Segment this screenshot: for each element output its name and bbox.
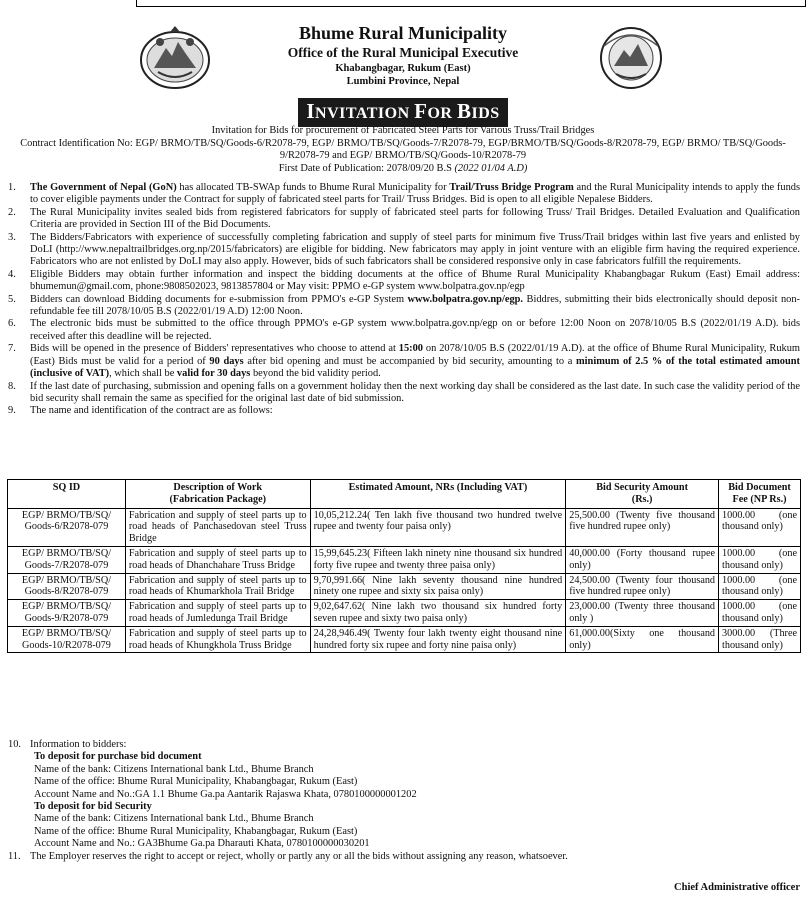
security-heading: To deposit for bid Security <box>34 801 152 813</box>
intro <box>0 125 806 175</box>
cell-security: 23,000.00 (Twenty three thousand only ) <box>566 600 719 627</box>
col-sq-id: SQ ID <box>8 480 126 509</box>
col-bid-security: Bid Security Amount (Rs.) <box>566 480 719 509</box>
cell-description: Fabrication and supply of steel parts up to road heads of Dhanchahare Truss Bridge <box>125 546 310 573</box>
clause-1: 1. The Government of Nepal (GoN) has allocated TB-SWAp funds to Bhume Rural Municipality for Trail/Truss Bridge Program and the Rural Municipality intends to apply the funds to cover eligible payments under the Contract for supply of fabricated steel parts for Trail/ Truss Bridges. Bid is open to all eligible Nepalese Bidders. <box>8 182 800 206</box>
cell-fee: 1000.00 (one thousand only) <box>719 600 801 627</box>
address-line-1: Khabangbagar, Rukum (East) <box>335 63 471 74</box>
cell-sq-id: EGP/ BRMO/TB/SQ/ Goods-10/R2078-079 <box>8 626 126 653</box>
security-bank: Name of the bank: Citizens International bank Ltd., Bhume Branch <box>34 813 314 825</box>
cell-fee: 1000.00 (one thousand only) <box>719 546 801 573</box>
security-account: Account Name and No.: GA3Bhume Ga.pa Dharauti Khata, 0780100000030201 <box>34 838 370 850</box>
col-bid-fee: Bid Document Fee (NP Rs.) <box>719 480 801 509</box>
security-office: Name of the office: Bhume Rural Municipality, Khabangbagar, Rukum (East) <box>34 825 358 837</box>
cell-amount: 10,05,212.24( Ten lakh five thousand two hundred twelve rupee and twenty four paisa only) <box>310 508 566 546</box>
clause-5: 5. Bidders can download Bidding documents for e-submission from PPMO's e-GP System www.bolpatra.gov.np/egp. Biddres, submitting their bids electronically should deposit non-refundable fee till 2078/10/05 B.S (2022/01/19 A.D) 12:00 Noon. <box>8 293 800 318</box>
cell-security: 24,500.00 (Twenty four thousand five hundred rupee only) <box>566 573 719 600</box>
col-description: Description of Work (Fabrication Package) <box>125 480 310 509</box>
table-row <box>8 546 801 573</box>
clause-6: 6. The electronic bids must be submitted to the office through PPMO's e-GP system www.bolpatra.gov.np/egp on or before 12:00 Noon on 2078/10/05 B.S (2022/01/19 A.D). bids received after this deadline will be rejected. <box>8 318 800 342</box>
clauses-list <box>0 182 800 418</box>
purchase-bank: Name of the bank: Citizens International bank Ltd., Bhume Branch <box>34 763 314 775</box>
clause-4: 4. Eligible Bidders may obtain further information and inspect the bidding documents at the office of Bhume Rural Municipality Khabangbagar Rukum (East) Email address: bhumemun@gmail.com, phone:9808502023, 9813857804 or May visit: PPMO e-GP system www.bolpatra.gov.np/egp <box>8 268 800 293</box>
cell-fee: 1000.00 (one thousand only) <box>719 573 801 600</box>
address-line-2: Lumbini Province, Nepal <box>346 76 460 87</box>
cell-sq-id: EGP/ BRMO/TB/SQ/ Goods-6/R2078-079 <box>8 508 126 546</box>
purchase-heading: To deposit for purchase bid document <box>34 751 202 763</box>
contract-identification: Contract Identification No: EGP/ BRMO/TB/SQ/Goods-6/R2078-79, EGP/ BRMO/TB/SQ/Goods-7/R2078-79, EGP/BRMO/TB/SQ/Goods-8/R2078-79, EGP/ BRMO/ TB/SQ/Goods-9/R2078-79 and EGP/ BRMO/TB/SQ/Goods-10/R2078-79 <box>20 137 786 162</box>
table-row <box>8 626 801 653</box>
cell-amount: 9,02,647.62( Nine lakh two thousand six hundred forty seven rupee and sixty two paisa only) <box>310 600 566 627</box>
top-border-frame <box>136 0 806 7</box>
municipality-title: Bhume Rural Municipality <box>298 23 508 43</box>
cell-fee: 3000.00 (Three thousand only) <box>719 626 801 653</box>
clause-8: 8. If the last date of purchasing, submission and opening falls on a government holiday then the next working day shall be considered as the last date. In such case the validity period of the bid security shall remain the same as specified for the original last date of bid submission. <box>8 380 800 404</box>
table-header-row <box>8 480 801 509</box>
cell-description: Fabrication and supply of steel parts up to road heads of Khungkhola Truss Bridge <box>125 626 310 653</box>
table-row <box>8 508 801 546</box>
info-title: 10. Information to bidders: <box>8 739 127 750</box>
clause-7: 7. Bids will be opened in the presence of Bidders' representatives who choose to attend at 15:00 on 2078/10/05 B.S (2022/01/19 A.D). at the office of Bhume Rural Municipality, Rukum (East) Bids must be valid for a period of 90 days after bid opening and must be accompanied by bid security, amounting to a minimum of 2.5 % of the total estimated amount (inclusive of VAT), which shall be valid for 30 days beyond the bid validity period. <box>8 343 801 380</box>
clause-9: 9. The name and identification of the contract are as follows: <box>8 405 273 417</box>
col-estimated-amount: Estimated Amount, NRs (Including VAT) <box>310 480 566 509</box>
clause-2: 2. The Rural Municipality invites sealed bids from registered fabricators for supply of fabricated steel parts for following Truss/ Trail Bridges. Detailed Evaluation and Qualification Criteria are provided in Section III of the Bid Documents. <box>8 206 800 231</box>
information-to-bidders <box>0 739 800 863</box>
cell-sq-id: EGP/ BRMO/TB/SQ/ Goods-7/R2078-079 <box>8 546 126 573</box>
banner-wrap <box>0 98 806 127</box>
purchase-account: Account Name and No.:GA 1.1 Bhume Ga.pa Aantarik Rajaswa Khata, 0780100000001202 <box>34 788 417 800</box>
cell-sq-id: EGP/ BRMO/TB/SQ/ Goods-8/R2078-079 <box>8 573 126 600</box>
office-name: Office of the Rural Municipal Executive <box>287 45 519 60</box>
cell-security: 25,500.00 (Twenty five thousand five hundred rupee only) <box>566 508 719 546</box>
cell-amount: 24,28,946.49( Twenty four lakh twenty eight thousand nine hundred forty six rupee and forty nine paisa only) <box>310 626 566 653</box>
contracts-table <box>7 479 801 653</box>
header <box>0 22 806 88</box>
intro-line: Invitation for Bids for procurement of Fabricated Steel Parts for Various Truss/Trail Bridges <box>211 125 595 136</box>
table-row <box>8 573 801 600</box>
cell-sq-id: EGP/ BRMO/TB/SQ/ Goods-9/R2078-079 <box>8 600 126 627</box>
purchase-office: Name of the office: Bhume Rural Municipality, Khabangbagar, Rukum (East) <box>34 776 358 788</box>
clause-11: 11. The Employer reserves the right to accept or reject, wholly or partly any or all the bids without assigning any reason, whatsoever. <box>8 850 568 862</box>
table-row <box>8 600 801 627</box>
clause-3: 3. The Bidders/Fabricators with experience of successfully completing fabrication and supply of steel parts for minimum five Truss/Trail bridges within last five years and enlisted by DoLI (http://www.nepaltrailbridges.org.np/2015/fabricators) are eligible for bidding. New fabricators may apply in joint venture with an eligible firm having the required experience. Fabricators who are not enlisted by DoLI may also apply. However, bids of such fabricators shall be considered responsive only in case fabricators fulfill the requirements. <box>8 231 800 268</box>
cell-security: 40,000.00 (Forty thousand rupee only) <box>566 546 719 573</box>
cell-description: Fabrication and supply of steel parts up to road heads of Khumarkhola Trail Bridge <box>125 573 310 600</box>
cell-fee: 1000.00 (one thousand only) <box>719 508 801 546</box>
invitation-banner: INVITATION FOR BIDS <box>298 98 507 127</box>
cell-amount: 15,99,645.23( Fifteen lakh ninety nine thousand six hundred forty five rupee and twenty three paisa only) <box>310 546 566 573</box>
cell-description: Fabrication and supply of steel parts up to road heads of Jumledunga Trail Bridge <box>125 600 310 627</box>
publication-date: First Date of Publication: 2078/09/20 B.S (2022 01/04 A.D) <box>278 162 528 174</box>
cell-amount: 9,70,991.66( Nine lakh seventy thousand nine hundred ninety one rupee and sixty six paisa only) <box>310 573 566 600</box>
signature: Chief Administrative officer <box>674 882 800 893</box>
cell-description: Fabrication and supply of steel parts up to road heads of Panchasedovan steel Truss Bridge <box>125 508 310 546</box>
cell-security: 61,000.00(Sixty one thousand only) <box>566 626 719 653</box>
